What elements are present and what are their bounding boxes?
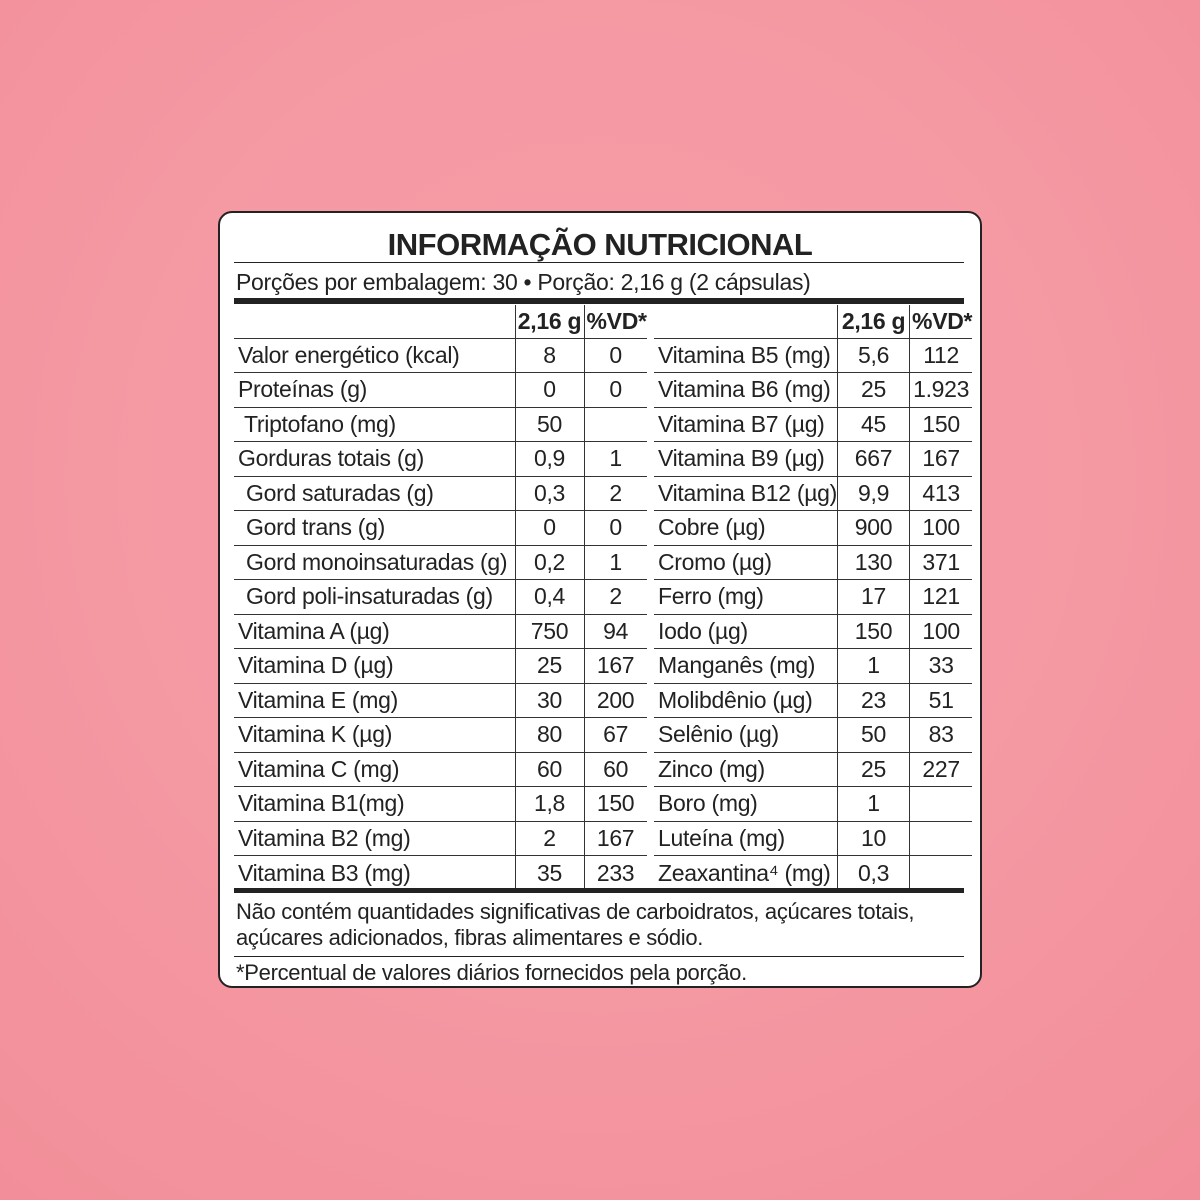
- nutrient-amount: 0,9: [515, 442, 584, 477]
- nutrition-facts-panel: [218, 211, 982, 988]
- header-amount: 2,16 g: [838, 305, 910, 338]
- table-header-row: [654, 305, 972, 338]
- nutrient-amount: 900: [838, 511, 910, 546]
- nutrient-vd: 94: [584, 614, 647, 649]
- nutrient-amount: 0: [515, 511, 584, 546]
- nutrient-name: Gord poli-insaturadas (g): [234, 580, 515, 615]
- nutrient-name: Vitamina B7 (µg): [654, 407, 838, 442]
- nutrient-row: [654, 787, 972, 822]
- nutrient-name: Vitamina B2 (mg): [234, 821, 515, 856]
- nutrient-vd: 67: [584, 718, 647, 753]
- nutrient-amount: 23: [838, 683, 910, 718]
- nutrient-amount: 35: [515, 856, 584, 891]
- nutrient-amount: 0,3: [515, 476, 584, 511]
- nutrient-amount: 60: [515, 752, 584, 787]
- nutrient-vd: 100: [910, 614, 973, 649]
- nutrient-row: [234, 442, 647, 477]
- nutrient-table-left: [234, 305, 647, 890]
- nutrient-vd: 83: [910, 718, 973, 753]
- nutrient-amount: 9,9: [838, 476, 910, 511]
- nutrient-amount: 1: [838, 649, 910, 684]
- nutrient-vd: 1: [584, 545, 647, 580]
- header-vd: %VD*: [584, 305, 647, 338]
- nutrient-name: Zinco (mg): [654, 752, 838, 787]
- nutrient-row: [654, 683, 972, 718]
- nutrient-name: Cobre (µg): [654, 511, 838, 546]
- nutrient-row: [234, 683, 647, 718]
- nutrient-name: Boro (mg): [654, 787, 838, 822]
- nutrient-name: Manganês (mg): [654, 649, 838, 684]
- footnote-nutrients: Não contém quantidades significativas de carboidratos, açúcares totais, açúcares adicionados, fibras alimentares e sódio.: [236, 899, 915, 951]
- header-blank: [234, 305, 515, 338]
- nutrient-vd: 371: [910, 545, 973, 580]
- nutrient-name: Zeaxantina⁴ (mg): [658, 859, 831, 886]
- nutrient-amount: 5,6: [838, 338, 910, 373]
- nutrient-name: Vitamina D (µg): [234, 649, 515, 684]
- nutrient-name: Valor energético (kcal): [234, 338, 515, 373]
- nutrient-amount: 8: [515, 338, 584, 373]
- nutrient-name: Luteína (mg): [654, 821, 838, 856]
- nutrient-row: [234, 476, 647, 511]
- nutrient-row: [654, 580, 972, 615]
- nutrient-vd: 112: [910, 338, 973, 373]
- label-title: INFORMAÇÃO NUTRICIONAL: [387, 227, 813, 262]
- nutrient-amount: 2: [515, 821, 584, 856]
- nutrient-vd: 100: [910, 511, 973, 546]
- nutrient-row: [234, 580, 647, 615]
- nutrient-vd: 150: [584, 787, 647, 822]
- nutrient-amount: 667: [838, 442, 910, 477]
- nutrient-name: Proteínas (g): [234, 373, 515, 408]
- nutrient-vd: [910, 787, 973, 822]
- nutrient-amount: 150: [838, 614, 910, 649]
- header-amount: 2,16 g: [515, 305, 584, 338]
- nutrient-name: Vitamina K (µg): [234, 718, 515, 753]
- nutrient-row: [654, 752, 972, 787]
- table-header-row: [234, 305, 647, 338]
- nutrient-row: [234, 373, 647, 408]
- nutrient-vd: 121: [910, 580, 973, 615]
- nutrient-row: [234, 545, 647, 580]
- nutrient-vd: [910, 856, 973, 891]
- nutrient-name: Vitamina C (mg): [234, 752, 515, 787]
- nutrient-row: [654, 407, 972, 442]
- nutrient-row: [654, 373, 972, 408]
- nutrient-amount: 1,8: [515, 787, 584, 822]
- nutrient-name: Vitamina B6 (mg): [654, 373, 838, 408]
- nutrient-vd: 51: [910, 683, 973, 718]
- nutrient-row: [234, 407, 647, 442]
- nutrient-vd: [584, 407, 647, 442]
- nutrient-row: [654, 442, 972, 477]
- nutrient-row: [654, 338, 972, 373]
- nutrient-name: Selênio (µg): [654, 718, 838, 753]
- thick-top-divider: [234, 298, 964, 304]
- nutrient-vd: 0: [584, 338, 647, 373]
- nutrient-name: Gord saturadas (g): [234, 476, 515, 511]
- nutrient-table-right: [654, 305, 972, 890]
- nutrient-row: [234, 821, 647, 856]
- nutrient-amount: 130: [838, 545, 910, 580]
- header-vd: %VD*: [910, 305, 973, 338]
- nutrient-amount: 0,3: [838, 856, 910, 891]
- nutrient-vd: 167: [910, 442, 973, 477]
- nutrient-row: [654, 545, 972, 580]
- nutrient-vd: 150: [910, 407, 973, 442]
- nutrient-row: [654, 511, 972, 546]
- nutrient-row: [234, 787, 647, 822]
- nutrient-row: [234, 511, 647, 546]
- nutrient-vd: 1: [584, 442, 647, 477]
- nutrient-amount: 1: [838, 787, 910, 822]
- title-divider: [234, 262, 964, 263]
- nutrient-vd: 0: [584, 511, 647, 546]
- nutrient-name: Vitamina B12 (µg): [654, 476, 838, 511]
- nutrient-name: Vitamina A (µg): [234, 614, 515, 649]
- nutrient-vd: 33: [910, 649, 973, 684]
- thick-bottom-divider: [234, 888, 964, 893]
- nutrient-amount: 80: [515, 718, 584, 753]
- nutrient-vd: 233: [584, 856, 647, 891]
- nutrient-row: [654, 821, 972, 856]
- nutrient-row: [234, 614, 647, 649]
- nutrient-row: [654, 649, 972, 684]
- nutrient-amount: 17: [838, 580, 910, 615]
- nutrient-amount: 750: [515, 614, 584, 649]
- nutrient-row: [654, 718, 972, 753]
- nutrient-row: [654, 614, 972, 649]
- nutrient-row: [234, 752, 647, 787]
- nutrient-vd: 1.923: [910, 373, 973, 408]
- nutrient-name: Molibdênio (µg): [654, 683, 838, 718]
- nutrient-row: [234, 338, 647, 373]
- nutrient-vd: 2: [584, 476, 647, 511]
- nutrient-vd: 167: [584, 649, 647, 684]
- nutrient-amount: 0: [515, 373, 584, 408]
- nutrient-amount: 30: [515, 683, 584, 718]
- header-blank: [654, 305, 838, 338]
- nutrient-vd: 200: [584, 683, 647, 718]
- nutrient-row: [234, 718, 647, 753]
- nutrient-vd: 227: [910, 752, 973, 787]
- nutrient-row: [654, 476, 972, 511]
- nutrient-name: Ferro (mg): [654, 580, 838, 615]
- nutrient-amount: 0,4: [515, 580, 584, 615]
- nutrient-row: [654, 856, 972, 891]
- nutrient-name: Gorduras totais (g): [234, 442, 515, 477]
- nutrient-amount: 50: [838, 718, 910, 753]
- nutrient-amount: 10: [838, 821, 910, 856]
- nutrient-vd: [910, 821, 973, 856]
- nutrient-vd: 167: [584, 821, 647, 856]
- footnote-vd: *Percentual de valores diários fornecidos pela porção.: [236, 960, 747, 985]
- nutrient-name: Gord monoinsaturadas (g): [234, 545, 515, 580]
- nutrient-amount: 25: [838, 373, 910, 408]
- footnote-divider: [234, 956, 964, 957]
- nutrient-name: Vitamina E (mg): [234, 683, 515, 718]
- nutrient-name: Vitamina B1(mg): [234, 787, 515, 822]
- nutrient-name: Iodo (µg): [654, 614, 838, 649]
- nutrient-name: Vitamina B3 (mg): [238, 859, 411, 886]
- nutrient-vd: 2: [584, 580, 647, 615]
- nutrient-amount: 25: [515, 649, 584, 684]
- nutrient-name: Vitamina B5 (mg): [654, 338, 838, 373]
- nutrient-vd: 60: [584, 752, 647, 787]
- nutrient-row: [234, 649, 647, 684]
- nutrient-amount: 50: [515, 407, 584, 442]
- nutrient-row: [234, 856, 647, 891]
- portion-line: Porções por embalagem: 30 • Porção: 2,16 g (2 cápsulas): [236, 269, 811, 295]
- nutrient-name: Vitamina B9 (µg): [654, 442, 838, 477]
- nutrient-amount: 45: [838, 407, 910, 442]
- nutrient-amount: 0,2: [515, 545, 584, 580]
- nutrient-vd: 413: [910, 476, 973, 511]
- nutrient-amount: 25: [838, 752, 910, 787]
- nutrient-name: Cromo (µg): [654, 545, 838, 580]
- nutrient-name: Gord trans (g): [234, 511, 515, 546]
- nutrient-vd: 0: [584, 373, 647, 408]
- nutrient-name: Triptofano (mg): [234, 407, 515, 442]
